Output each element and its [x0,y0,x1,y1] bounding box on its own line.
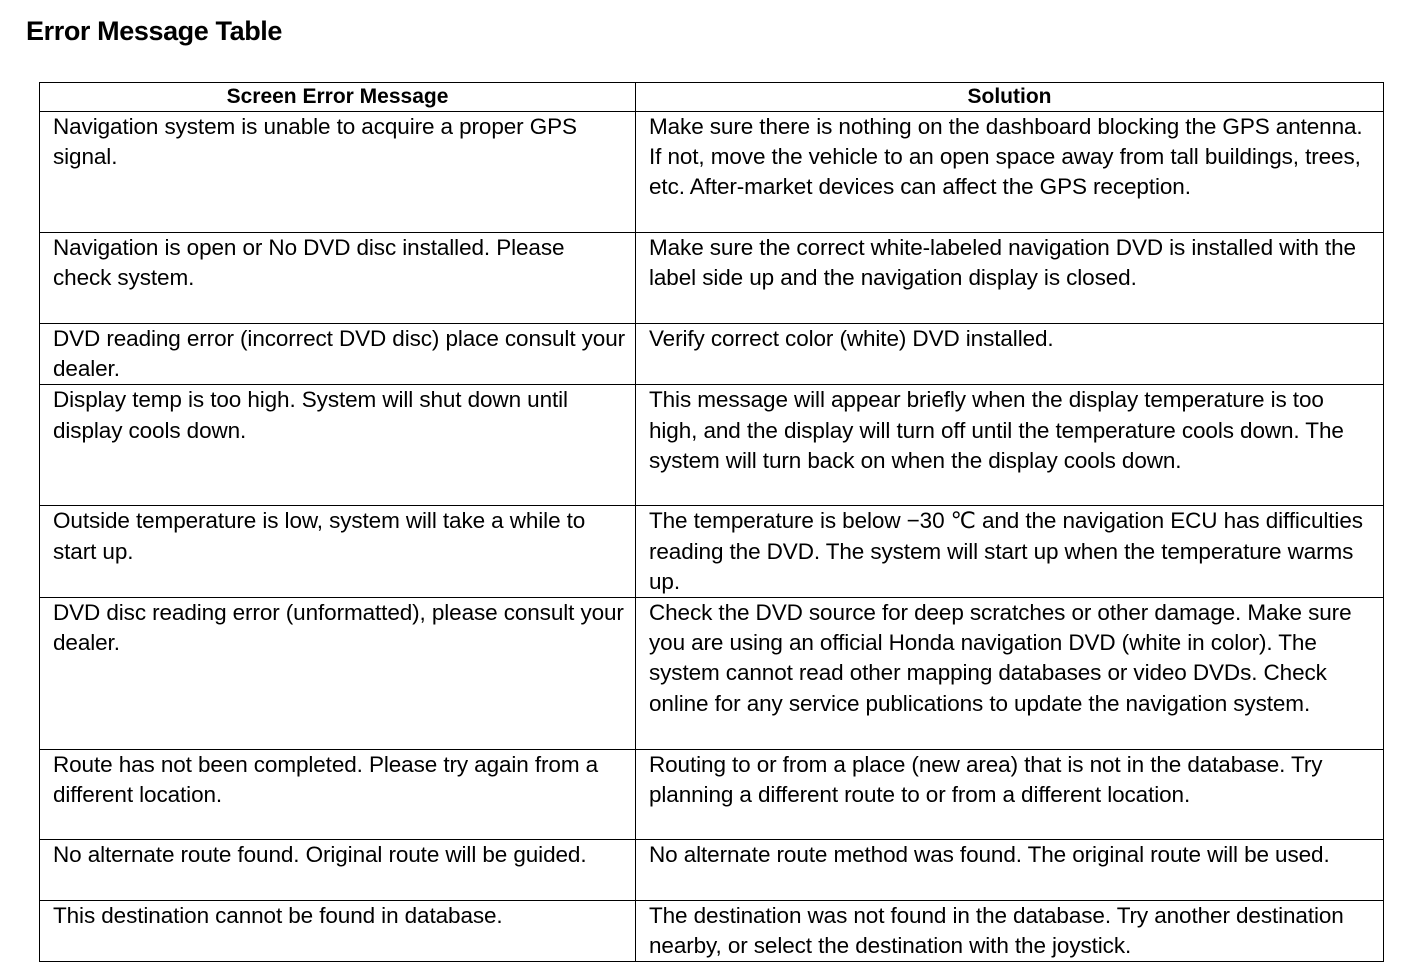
column-header-screen-error-message: Screen Error Message [40,83,636,112]
error-message-cell: No alternate route found. Original route will be guided. [40,840,636,901]
solution-cell: The destination was not found in the database. Try another destination nearby, or select the destination with the joystick. [636,901,1384,962]
solution-cell: No alternate route method was found. The original route will be used. [636,840,1384,901]
solution-cell: This message will appear briefly when the display temperature is too high, and the display will turn off until the temperature cools down. The system will turn back on when the display cools down. [636,385,1384,506]
table-row [40,750,1384,840]
error-message-cell: Display temp is too high. System will shut down until display cools down. [40,385,636,506]
table-row [40,901,1384,962]
solution-cell: Make sure there is nothing on the dashboard blocking the GPS antenna. If not, move the vehicle to an open space away from tall buildings, trees, etc. After-market devices can affect the GPS reception. [636,112,1384,233]
table-row [40,324,1384,385]
solution-cell: Make sure the correct white-labeled navigation DVD is installed with the label side up and the navigation display is closed. [636,233,1384,324]
error-message-cell: DVD reading error (incorrect DVD disc) place consult your dealer. [40,324,636,385]
table-row [40,385,1384,506]
error-message-cell: This destination cannot be found in database. [40,901,636,962]
table-header-row [40,83,1384,112]
solution-cell: Check the DVD source for deep scratches or other damage. Make sure you are using an official Honda navigation DVD (white in color). The system cannot read other mapping databases or video DVDs. Check online for any service publications to update the navigation system. [636,598,1384,750]
solution-cell: Verify correct color (white) DVD installed. [636,324,1384,385]
solution-cell: Routing to or from a place (new area) that is not in the database. Try planning a different route to or from a different location. [636,750,1384,840]
table-row [40,233,1384,324]
error-message-cell: Navigation system is unable to acquire a proper GPS signal. [40,112,636,233]
error-message-table [39,82,1384,962]
column-header-solution: Solution [636,83,1384,112]
error-message-cell: Outside temperature is low, system will take a while to start up. [40,506,636,598]
table-row [40,112,1384,233]
error-message-cell: Route has not been completed. Please try again from a different location. [40,750,636,840]
table-row [40,840,1384,901]
table-row [40,506,1384,598]
error-message-cell: Navigation is open or No DVD disc installed. Please check system. [40,233,636,324]
error-message-cell: DVD disc reading error (unformatted), please consult your dealer. [40,598,636,750]
table-row [40,598,1384,750]
page-title: Error Message Table [26,16,283,46]
solution-cell: The temperature is below −30 ℃ and the navigation ECU has difficulties reading the DVD. The system will start up when the temperature warms up. [636,506,1384,598]
